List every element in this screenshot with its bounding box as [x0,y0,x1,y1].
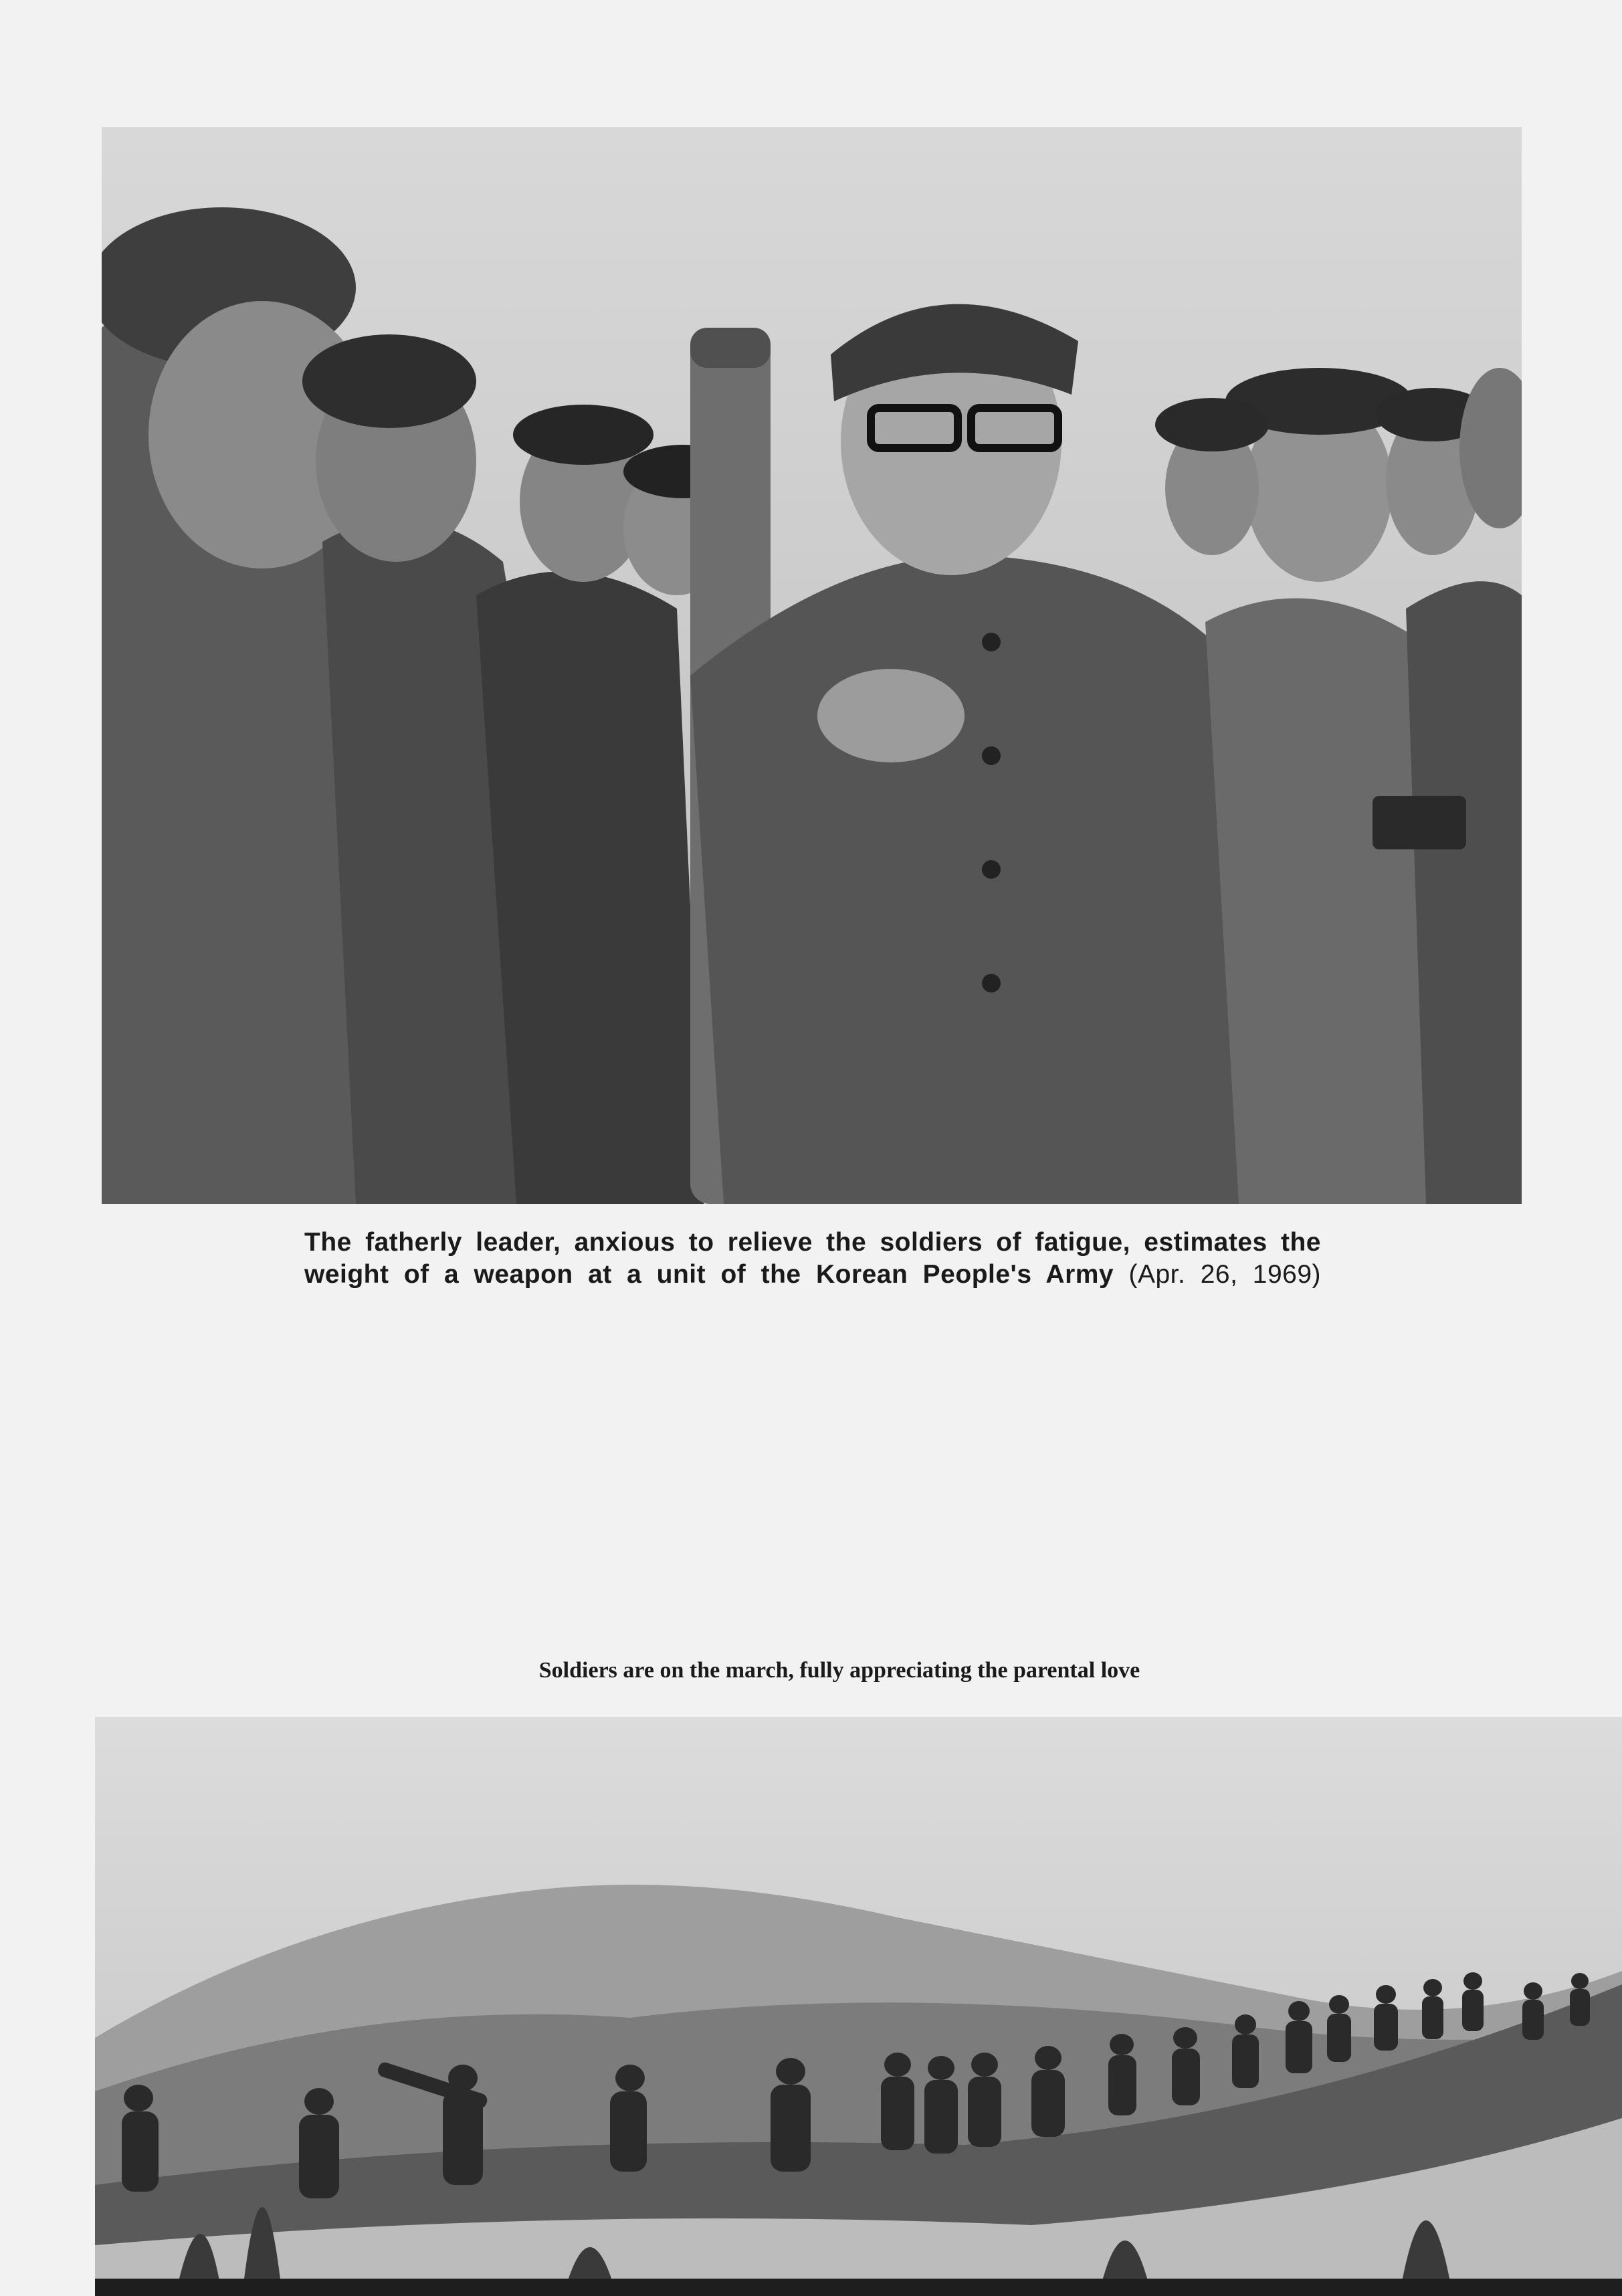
caption-leader-line-2-text: weight of a weapon at a unit of the Korean People's Army [304,1260,1114,1289]
caption-leader-line-2 [304,1259,1321,1291]
photo-leader-with-soldiers-image [102,127,1522,1204]
caption-leader-line-1: The fatherly leader, anxious to relieve the soldiers of fatigue, estimates the [304,1228,1321,1257]
photo-soldiers-marching-image [95,1717,1622,2296]
caption-leader-date: (Apr. 26, 1969) [1128,1260,1322,1289]
caption-leader-photo [304,1227,1321,1291]
caption-march-photo: Soldiers are on the march, fully appreciating the parental love [538,1658,1140,1683]
photo-leader-with-soldiers [102,127,1522,1204]
photo-soldiers-marching [95,1717,1622,2296]
